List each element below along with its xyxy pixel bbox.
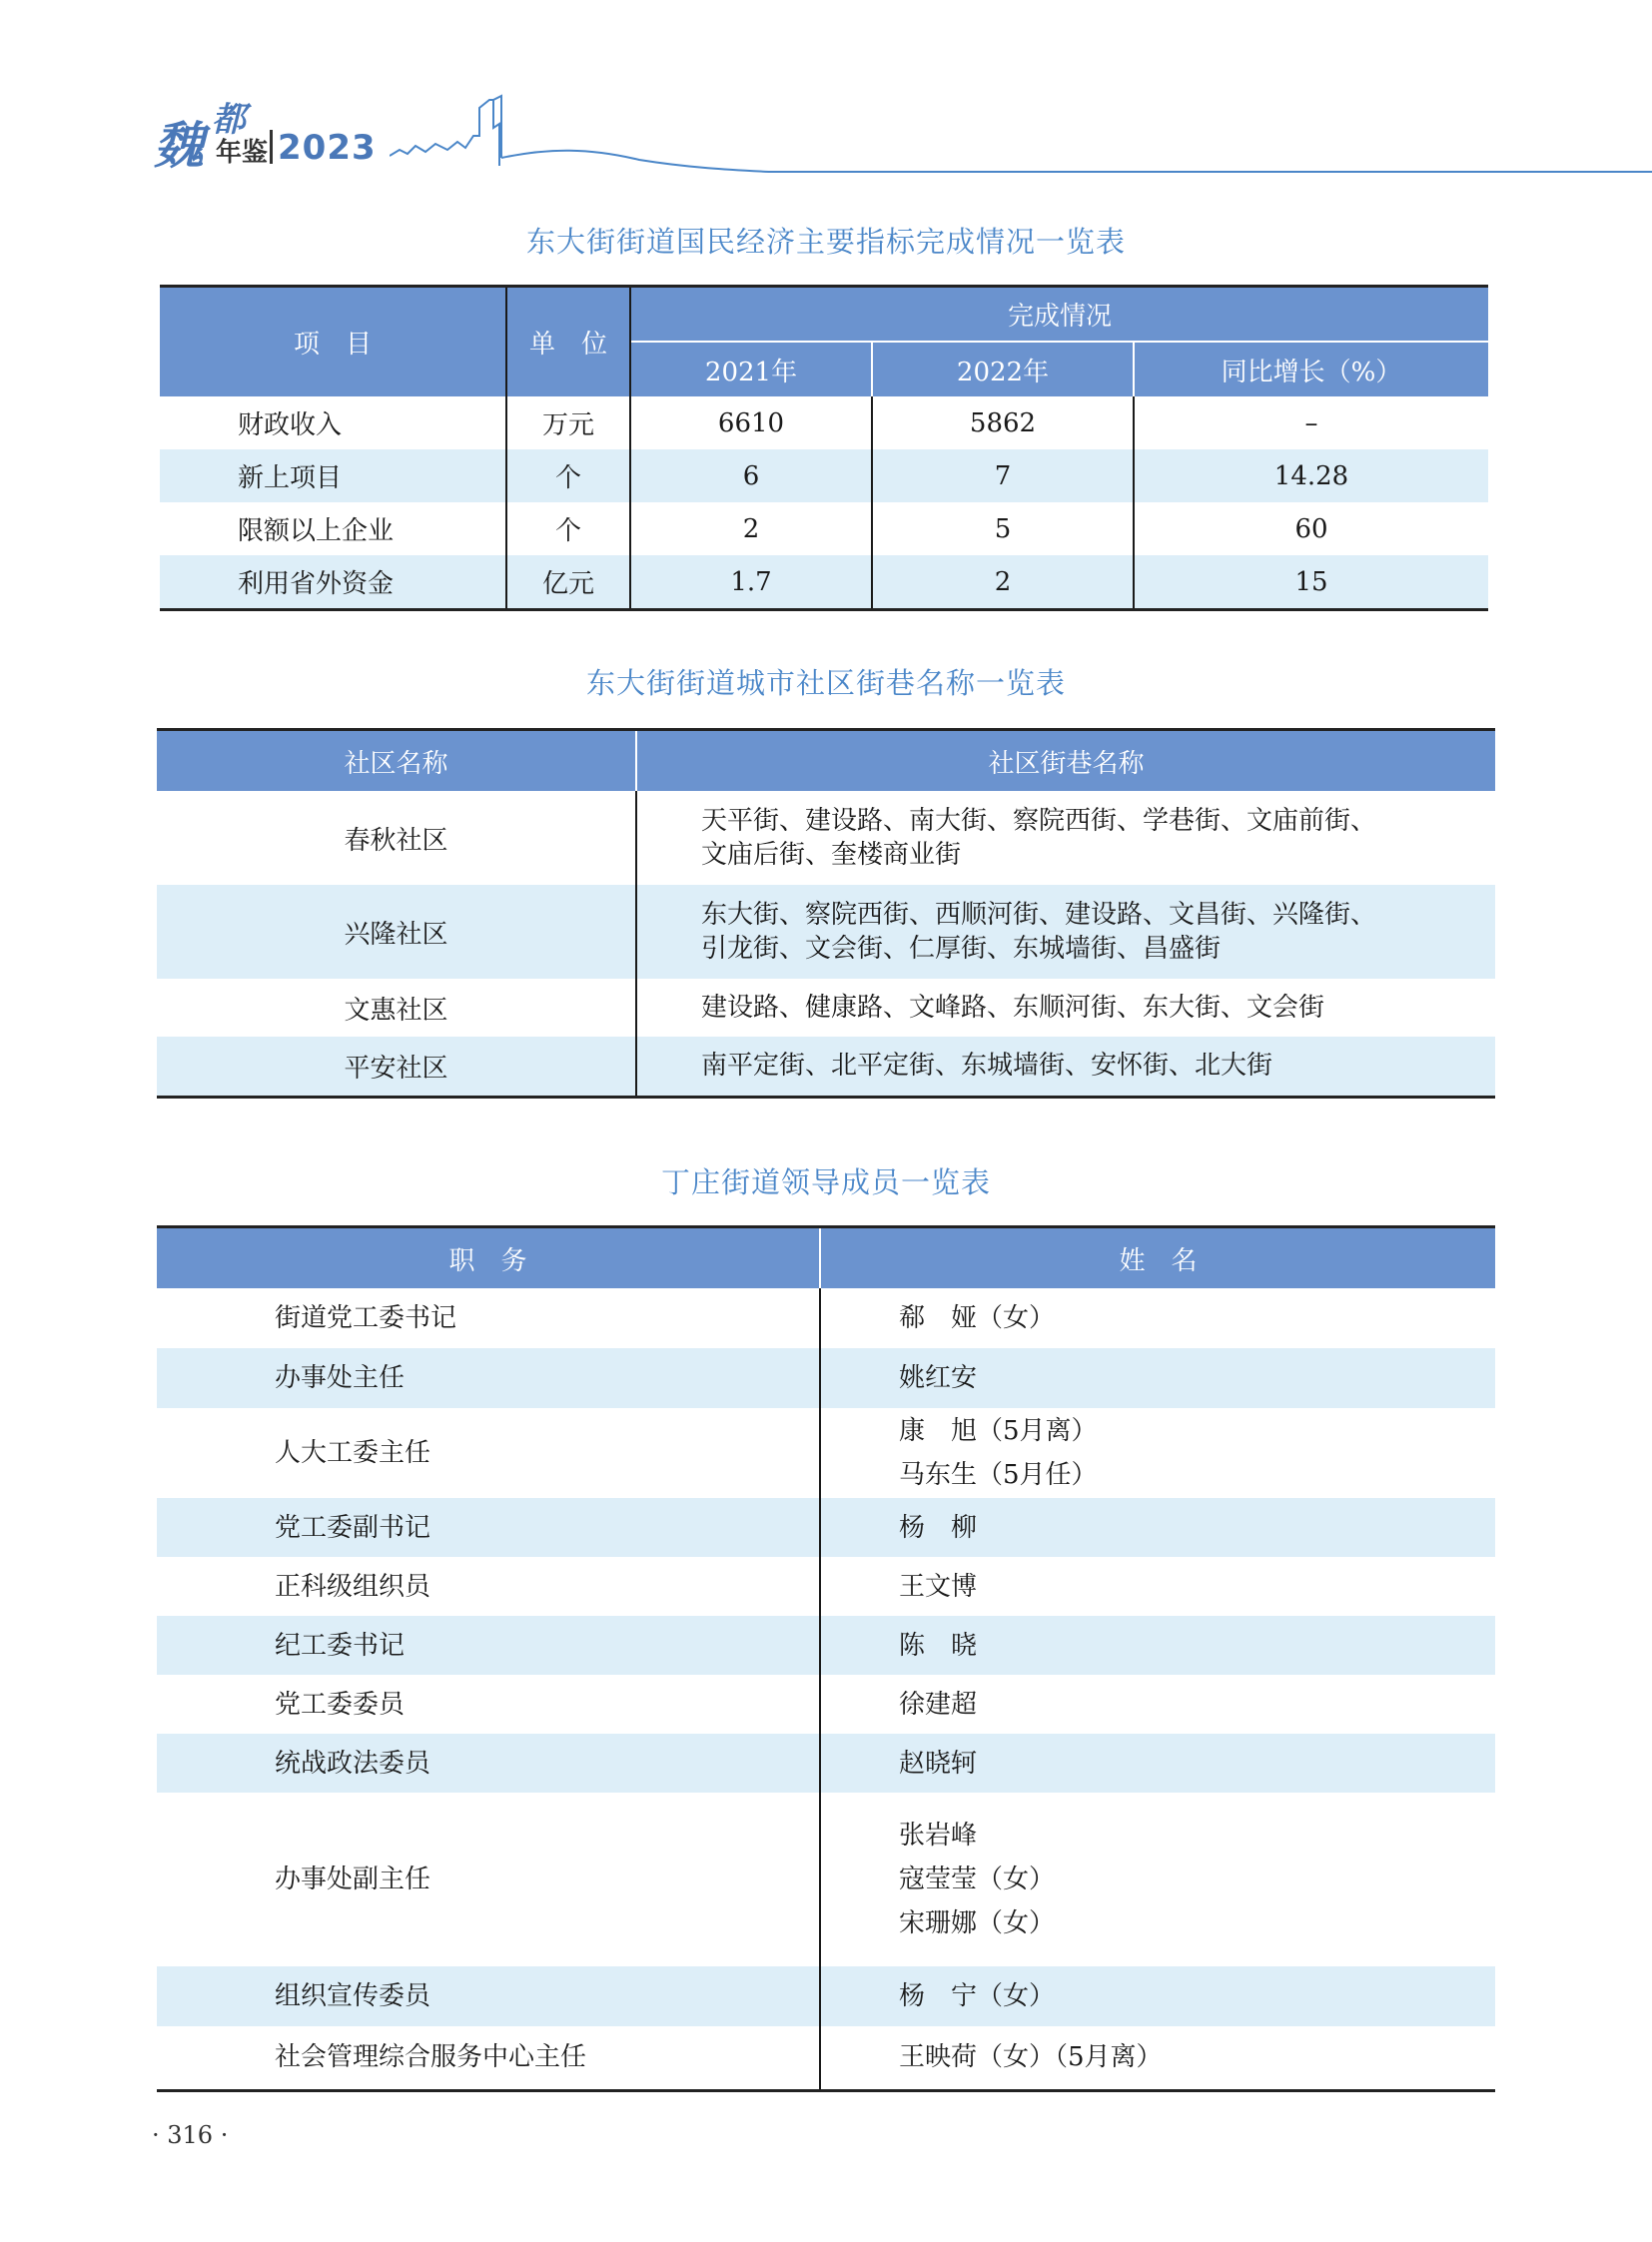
page-number: · 316 ·: [152, 2121, 229, 2149]
table-row: [160, 449, 1488, 502]
cell-name: 郗 娅（女）: [899, 1303, 1056, 1333]
economic-indicators-table: [160, 285, 1488, 611]
cell-name: [820, 1793, 1495, 1966]
cell-position: 街道党工委书记: [157, 1288, 820, 1348]
header-2022: 2022年: [872, 342, 1134, 396]
table1-caption: 东大街街道国民经济主要指标完成情况一览表: [525, 225, 1126, 259]
cell-yoy: 15: [1294, 566, 1328, 597]
logo-char-du: 都: [212, 100, 246, 140]
cell-yoy: 14.28: [1273, 460, 1349, 491]
cell-name: 杨 柳: [899, 1512, 978, 1543]
cell-2021: 6: [630, 449, 872, 502]
table-row: [160, 555, 1488, 610]
cell-community: 文惠社区: [157, 979, 636, 1037]
streets-line: 天平街、建设路、南大街、察院西街、学巷街、文庙前街、: [701, 806, 1377, 836]
logo-char-wei: 魏: [154, 117, 204, 175]
cell-2021: 2: [630, 502, 872, 555]
table-row: [160, 396, 1488, 449]
streets-line: 建设路、健康路、文峰路、东顺河街、东大街、文会街: [701, 993, 1325, 1023]
cell-name: 陈 晓: [899, 1630, 978, 1661]
table-row: [157, 1348, 1495, 1408]
header-2021: 2021年: [630, 342, 872, 396]
cell-name: 杨 宁（女）: [899, 1981, 1056, 2011]
cell-unit: 万元: [506, 396, 630, 449]
table-row: [157, 1966, 1495, 2026]
streets-line: 东大街、察院西街、西顺河街、建设路、文昌街、兴隆街、: [701, 900, 1377, 930]
table-row: [157, 791, 1495, 885]
table-row: [157, 979, 1495, 1037]
cell-streets: [636, 979, 1495, 1037]
cell-2021: 1.7: [630, 555, 872, 610]
streets-line: 引龙街、文会街、仁厚街、东城墙街、昌盛街: [701, 934, 1222, 964]
name-line: 马东生（5月任）: [899, 1460, 1098, 1490]
cell-streets: [636, 1037, 1495, 1097]
cell-item: 新上项目: [160, 449, 506, 502]
table-row: [157, 1288, 1495, 1348]
table-row: [157, 1734, 1495, 1793]
table3-caption: 丁庄街道领导成员一览表: [660, 1165, 991, 1199]
streets-line: 南平定街、北平定街、东城墙街、安怀街、北大街: [701, 1051, 1273, 1082]
cell-name: 姚红安: [899, 1363, 978, 1393]
cell-unit: 个: [506, 449, 630, 502]
name-line: 宋珊娜（女）: [899, 1908, 1056, 1938]
header-yoy: 同比增长（%）: [1134, 342, 1488, 396]
cell-name: [820, 1408, 1495, 1498]
cell-position: 党工委副书记: [157, 1498, 820, 1557]
name-line: 张岩峰: [899, 1821, 978, 1851]
table-row: [157, 1498, 1495, 1557]
cell-position: 党工委委员: [157, 1675, 820, 1734]
header-position: 职 务: [157, 1227, 820, 1289]
cell-streets: [636, 885, 1495, 979]
table-row: [160, 502, 1488, 555]
name-line: 康 旭（5月离）: [899, 1416, 1098, 1446]
cell-community: 春秋社区: [157, 791, 636, 885]
cell-2022: 7: [872, 449, 1134, 502]
header-community: 社区名称: [157, 730, 636, 792]
cell-name: 赵晓轲: [899, 1748, 978, 1779]
cell-unit: 亿元: [506, 555, 630, 610]
cell-2021: 6610: [630, 396, 872, 449]
cell-position: 纪工委书记: [157, 1616, 820, 1675]
cell-item: 财政收入: [160, 396, 506, 449]
table-row: [157, 885, 1495, 979]
cell-unit: 个: [506, 502, 630, 555]
cell-item: 限额以上企业: [160, 502, 506, 555]
table2-caption: 东大街街道城市社区街巷名称一览表: [585, 666, 1066, 700]
header-unit: 单 位: [506, 287, 630, 397]
header-name: 姓 名: [820, 1227, 1495, 1289]
table-row: [157, 1616, 1495, 1675]
cell-position: 统战政法委员: [157, 1734, 820, 1793]
cell-position: 社会管理综合服务中心主任: [157, 2026, 820, 2090]
logo-year: 2023: [278, 128, 377, 168]
community-streets-table: [157, 728, 1495, 1099]
header-item: 项 目: [160, 287, 506, 397]
running-header: [150, 88, 1652, 178]
leadership-table: [157, 1225, 1495, 2092]
cell-position: 正科级组织员: [157, 1557, 820, 1616]
cell-position: 人大工委主任: [157, 1408, 820, 1498]
streets-line: 文庙后街、奎楼商业街: [701, 840, 962, 870]
table-row: [157, 1793, 1495, 1966]
table-row: [157, 2026, 1495, 2090]
skyline-icon: [390, 88, 1652, 178]
cell-community: 平安社区: [157, 1037, 636, 1097]
table-row: [157, 1675, 1495, 1734]
table-row: [157, 1557, 1495, 1616]
cell-yoy: –: [1304, 407, 1318, 438]
cell-community: 兴隆社区: [157, 885, 636, 979]
cell-name: 王映荷（女）（5月离）: [899, 2042, 1163, 2073]
cell-name: 徐建超: [899, 1689, 978, 1720]
cell-yoy: 60: [1294, 513, 1328, 544]
cell-2022: 5: [872, 502, 1134, 555]
cell-position: 办事处副主任: [157, 1793, 820, 1966]
header-completion: 完成情况: [630, 287, 1488, 343]
table-row: [157, 1408, 1495, 1498]
cell-position: 办事处主任: [157, 1348, 820, 1408]
header-streets: 社区街巷名称: [636, 730, 1495, 792]
name-line: 寇莹莹（女）: [899, 1865, 1056, 1894]
table-row: [157, 1037, 1495, 1097]
cell-2022: 2: [872, 555, 1134, 610]
cell-2022: 5862: [872, 396, 1134, 449]
logo-divider: [270, 130, 273, 164]
cell-name: 王文博: [899, 1571, 978, 1602]
cell-position: 组织宣传委员: [157, 1966, 820, 2026]
cell-streets: [636, 791, 1495, 885]
cell-item: 利用省外资金: [160, 555, 506, 610]
logo-yearbook: 年鉴: [216, 138, 269, 168]
